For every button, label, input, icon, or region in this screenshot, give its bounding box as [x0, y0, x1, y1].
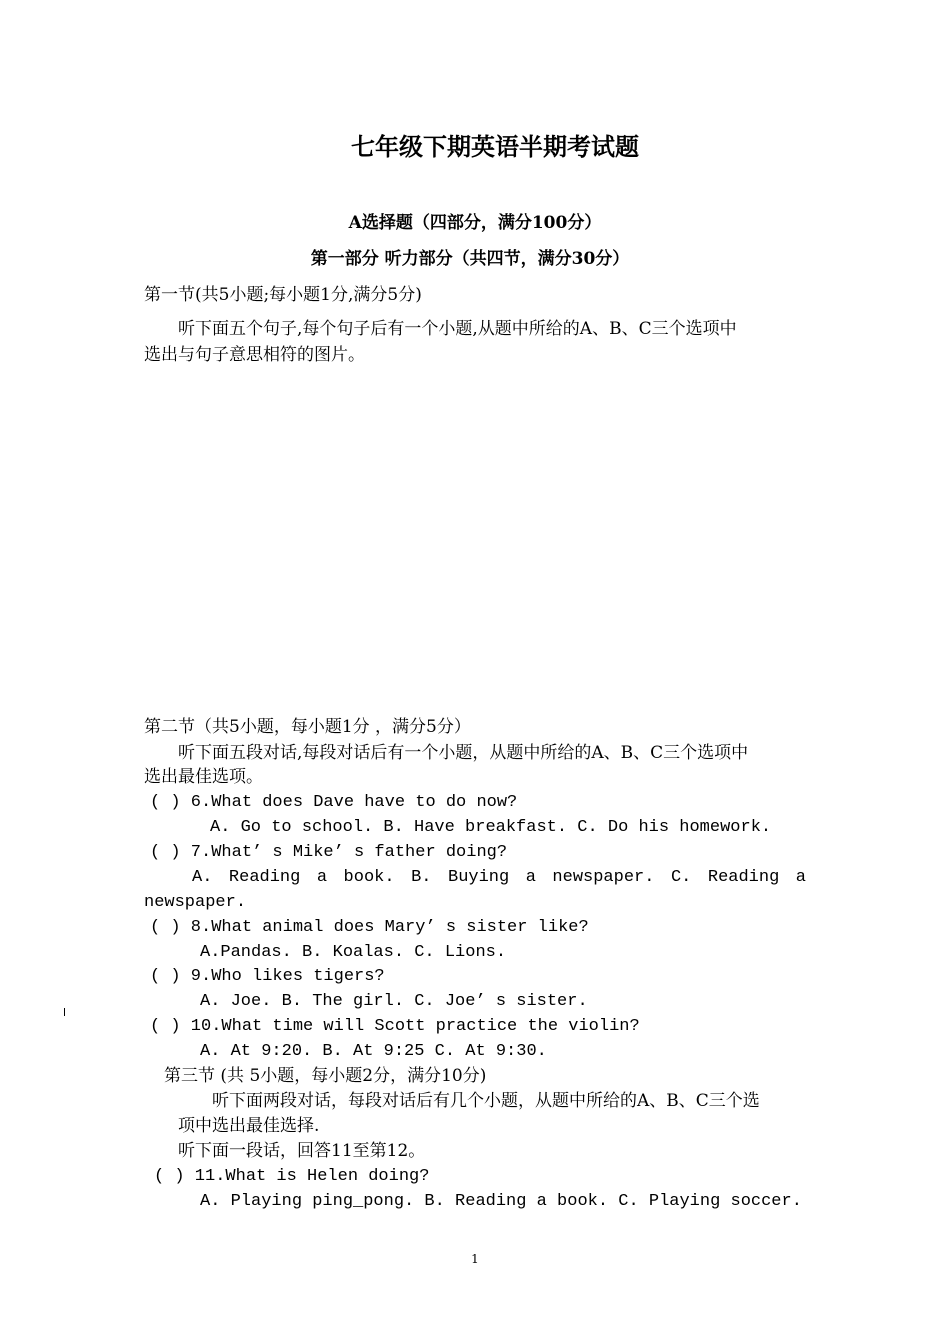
part-heading: 第一部分 听力部分（共四节，满分30分） — [310, 249, 630, 269]
page-title: 七年级下期英语半期考试题 — [351, 132, 639, 161]
section3-instruction-line1: 听下面两段对话，每段对话后有几个小题，从题中所给的A、B、C三个选 — [212, 1091, 760, 1111]
question-6-options: A. Go to school. B. Have breakfast. C. Do his homework. — [210, 818, 772, 837]
question-7: ( ) 7.What’ s Mike’ s father doing? — [150, 843, 508, 862]
section3-instruction-line2: 项中选出最佳选择. — [178, 1116, 320, 1136]
section2-instruction-line2: 选出最佳选项。 — [144, 767, 263, 787]
margin-mark — [64, 1008, 65, 1016]
section3-heading: 第三节 (共 5小题，每小题2分，满分10分) — [164, 1066, 487, 1086]
question-6: ( ) 6.What does Dave have to do now? — [150, 793, 518, 812]
question-9-options: A. Joe. B. The girl. C. Joe’ s sister. — [200, 992, 588, 1011]
question-10: ( ) 10.What time will Scott practice the violin? — [150, 1017, 640, 1036]
section1-instruction-line1: 听下面五个句子,每个句子后有一个小题,从题中所给的A、B、C三个选项中 — [178, 319, 737, 339]
page-number: 1 — [471, 1252, 479, 1266]
question-7-options-continued: newspaper. — [144, 893, 247, 912]
question-11: ( ) 11.What is Helen doing? — [154, 1167, 430, 1186]
section1-instruction-line2: 选出与句子意思相符的图片。 — [144, 345, 365, 365]
question-10-options: A. At 9:20. B. At 9:25 C. At 9:30. — [200, 1042, 547, 1061]
question-7-options: A. Reading a book. B. Buying a newspaper. C. Reading a — [192, 868, 806, 887]
paper-subtitle: A选择题（四部分，满分100分） — [348, 213, 602, 233]
section1-heading: 第一节(共5小题;每小题1分,满分5分) — [144, 285, 422, 305]
question-9: ( ) 9.Who likes tigers? — [150, 967, 385, 986]
question-8: ( ) 8.What animal does Mary’ s sister like? — [150, 918, 589, 937]
section2-heading: 第二节（共5小题，每小题1分 ，满分5分） — [144, 717, 471, 737]
section3-sub-instruction: 听下面一段话，回答11至第12。 — [178, 1141, 426, 1161]
section2-instruction-line1: 听下面五段对话,每段对话后有一个小题，从题中所给的A、B、C三个选项中 — [178, 743, 749, 763]
question-11-options: A. Playing ping_pong. B. Reading a book. C. Playing soccer. — [200, 1192, 802, 1211]
question-8-options: A.Pandas. B. Koalas. C. Lions. — [200, 943, 507, 962]
